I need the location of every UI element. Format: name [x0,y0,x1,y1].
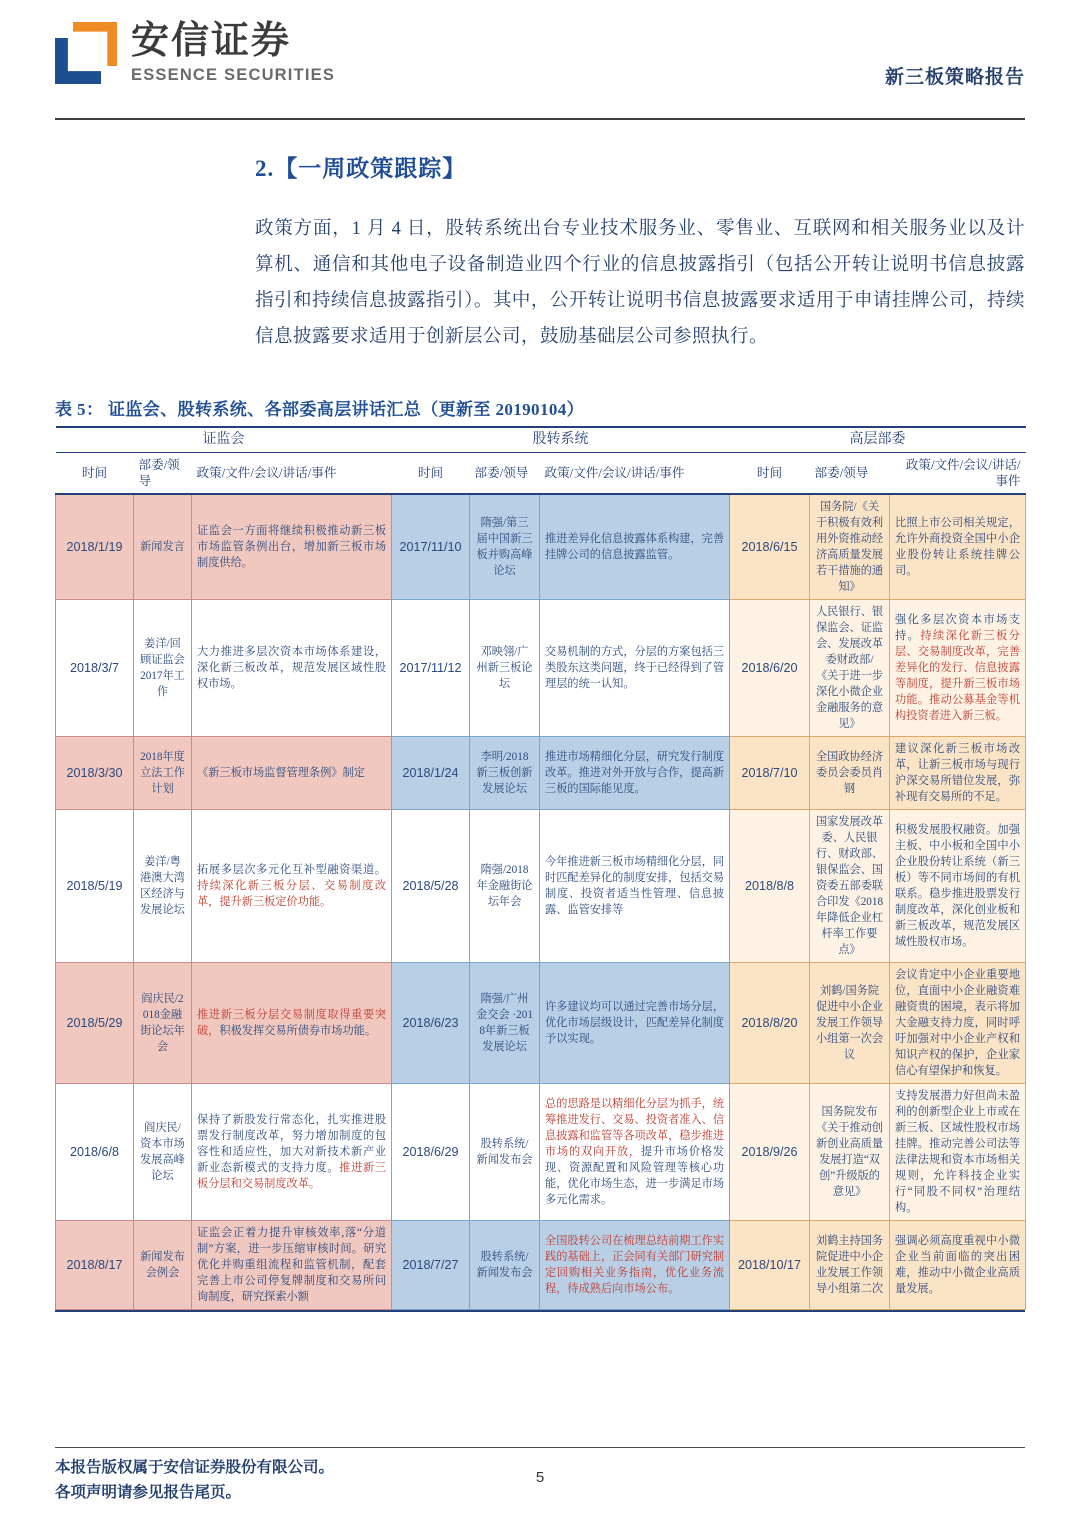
cell-event-neeq [540,494,730,600]
company-logo [55,0,335,84]
brand-name-en: ESSENCE SECURITIES [131,66,336,85]
cell-org-ministries: 人民银行、银保监会、证监会、发展改革委财政部/《关于进一步深化小微企业金融服务的意见》 [810,600,890,737]
cell-org-csrc: 新闻发言 [134,494,192,600]
highlighted-text: 持续深化新三板分层、交易制度改革，完善差异化的发行、信息披露等制度，提升新三板市场功能。推动公募基金等机构投资者进入新三板。 [895,630,1021,722]
cell-org-neeq: 隋强/广州金交会 ·2018年新三板发展论坛 [470,963,540,1084]
cell-event-ministries [890,737,1026,810]
policy-summary-table [55,426,1026,1310]
cell-org-neeq: 李明/2018新三板创新发展论坛 [470,737,540,810]
cell-org-csrc: 阎庆民/2018金融街论坛年会 [134,963,192,1084]
cell-event-neeq [540,963,730,1084]
table-bottom-rule [55,1310,1025,1312]
body-text: 证监会正着力提升审核效率,落“分道制”方案，进一步压缩审核时间。研究优化并购重组流程和监管机制，配套完善上市公司停复牌制度和交易所问询制度，研究探索小额 [197,1227,387,1303]
body-text: 强调必须高度重视中小微企业当前面临的突出困难，推动中小微企业高质量发展。 [895,1235,1021,1295]
cell-org-csrc: 姜洋/粤港澳大湾区经济与发展论坛 [134,810,192,963]
copyright-line: 本报告版权属于安信证券股份有限公司。 [55,1459,335,1476]
cell-event-csrc [192,600,392,737]
cell-org-neeq: 隋强/第三届中国新三板并购高峰论坛 [470,494,540,600]
body-text: 《新三板市场监督管理条例》制定 [197,767,365,779]
body-text: 拓展多层次多元化互补型融资渠道。 [197,864,387,876]
cell-event-ministries [890,1084,1026,1221]
cell-event-ministries [890,1221,1026,1310]
section-paragraph: 政策方面，1 月 4 日，股转系统出台专业技术服务业、零售业、互联网和相关服务业以及计算机、通信和其他电子设备制造业四个行业的信息披露指引（包括公开转让说明书信息披露指引和持续信息披露指引）。其中，公开转让说明书信息披露要求适用于申请挂牌公司，持续信息披露要求适用于创新层公司，鼓励基础层公司参照执行。 [255,219,1025,347]
cell-event-csrc [192,810,392,963]
body-text: 建议深化新三板市场改革，让新三板市场与现行沪深交易所错位发展，弥补现有交易所的不足。 [895,743,1021,803]
cell-date-ministries: 2018/8/20 [730,963,810,1084]
table-row [56,963,1026,1084]
table-row [56,810,1026,963]
cell-org-csrc: 新闻发布会例会 [134,1221,192,1310]
col-event-ministries: 政策/文件/会议/讲话/事件 [890,453,1026,495]
body-text: 推进差异化信息披露体系构建，完善挂牌公司的信息披露监管。 [545,533,725,561]
body-text: 提升市场价格发现、资源配置和风险管理等核心功能，优化市场生态，进一步满足市场多元化需求。 [545,1146,725,1206]
cell-event-neeq [540,600,730,737]
cell-event-csrc [192,1084,392,1221]
cell-date-neeq: 2017/11/12 [392,600,470,737]
brand-name-cn: 安信证券 [131,20,292,63]
cell-org-csrc: 阎庆民/资本市场发展高峰论坛 [134,1084,192,1221]
cell-event-neeq [540,1084,730,1221]
section-title: 2.【一周政策跟踪】 [255,156,467,181]
table-caption: 表 5： 证监会、股转系统、各部委高层讲话汇总（更新至 20190104） [55,400,585,419]
col-time-ministries: 时间 [730,453,810,495]
body-text: 积极发挥交易所债券市场功能。 [219,1025,377,1037]
highlighted-text: 全国股转公司在梳理总结前期工作实践的基础上，正会同有关部门研究制定回购相关业务指南，优化业务流程，待成熟后向市场公布。 [545,1235,725,1295]
cell-event-ministries [890,963,1026,1084]
disclaimer-line: 各项声明请参见报告尾页。 [55,1484,242,1501]
body-text: 交易机制的方式，分层的方案包括三类股东这类问题，终于已经得到了管理层的统一认知。 [545,646,725,690]
cell-org-csrc: 姜洋/回顾证监会2017年工作 [134,600,192,737]
body-text: 会议肯定中小企业重要地位，直面中小企业融资难融资贵的困境，表示将加大金融支持力度，同时呼吁加强对中小企业产权和知识产权的保护，企业家信心有望保护和恢复。 [895,969,1021,1077]
highlighted-text: 总的思路是以精细化分层为抓手，统筹推进发行、交易、投资者准入、信息披露和监管等各项改革，稳步推进市场的双向开放， [545,1098,725,1158]
body-text: 积极发展股权融资。加强主板、中小板和全国中小企业股份转让系统（新三板）等不同市场间的有机联系。稳步推进股票发行制度改革，深化创业板和新三板改革，规范发展区域性股权市场。 [895,824,1021,948]
cell-org-ministries: 刘鹤/国务院促进中小企业发展工作领导小组第一次会议 [810,963,890,1084]
cell-event-neeq [540,737,730,810]
cell-date-neeq: 2017/11/10 [392,494,470,600]
cell-org-ministries: 国家发展改革委、人民银行、财政部、银保监会、国资委五部委联合印发《2018 年降低企业杠杆率工作要点》 [810,810,890,963]
report-type-label: 新三板策略报告 [884,67,1025,88]
group-header-neeq: 股转系统 [392,427,730,453]
cell-org-ministries: 国务院/《关于积极有效利用外资推动经济高质量发展若干措施的通知》 [810,494,890,600]
page-header [55,0,1025,118]
cell-org-neeq: 邓映翎/广州新三板论坛 [470,600,540,737]
group-header-csrc: 证监会 [56,427,392,453]
essence-logo-icon [55,22,117,84]
cell-org-ministries: 全国政协经济委员会委员肖钢 [810,737,890,810]
cell-date-csrc: 2018/6/8 [56,1084,134,1221]
table-group-header-row [56,427,1026,453]
body-text: 强化多层次资本市场支持。 [895,614,1021,642]
cell-event-ministries [890,600,1026,737]
cell-event-ministries [890,810,1026,963]
body-text: 今年推进新三板市场精细化分层，同时匹配差异化的制度安排，包括交易制度、投资者适当性管理、信息披露、监管安排等 [545,856,725,916]
cell-org-ministries: 刘鹤主持国务院促进中小企业发展工作领导小组第二次 [810,1221,890,1310]
body-text: 保持了新股发行常态化，扎实推进股票发行制度改革，努力增加制度的包容性和适应性，加大对新技术新产业新业态新模式的支持力度。 [197,1114,387,1174]
body-text: 证监会一方面将继续积极推动新三板市场监管条例出台，增加新三板市场制度供给。 [197,525,387,569]
cell-date-ministries: 2018/6/20 [730,600,810,737]
cell-event-csrc [192,1221,392,1310]
cell-date-csrc: 2018/1/19 [56,494,134,600]
cell-org-neeq: 隋强/2018年金融街论坛年会 [470,810,540,963]
table-row [56,600,1026,737]
highlighted-text: 推进新三板分层和交易制度改革。 [197,1162,386,1190]
col-org-neeq: 部委/领导 [470,453,540,495]
body-text: 许多建议均可以通过完善市场分层，优化市场层级设计，匹配差异化制度予以实现。 [545,1001,725,1045]
col-org-ministries: 部委/领导 [810,453,890,495]
cell-event-neeq [540,1221,730,1310]
cell-date-neeq: 2018/6/23 [392,963,470,1084]
footer-divider [55,1447,1025,1448]
cell-date-csrc: 2018/3/7 [56,600,134,737]
highlighted-text: 持续深化新三板分层、交易制度改革，提升新三板定价功能。 [197,880,387,908]
group-header-ministries: 高层部委 [730,427,1026,453]
cell-date-ministries: 2018/6/15 [730,494,810,600]
cell-date-neeq: 2018/7/27 [392,1221,470,1310]
cell-date-csrc: 2018/3/30 [56,737,134,810]
col-org-csrc: 部委/领导 [134,453,192,495]
cell-org-csrc: 2018年度立法工作计划 [134,737,192,810]
cell-date-neeq: 2018/5/28 [392,810,470,963]
col-time-csrc: 时间 [56,453,134,495]
table-row [56,737,1026,810]
table-column-header-row [56,453,1026,495]
header-divider [55,118,1025,120]
cell-date-ministries: 2018/10/17 [730,1221,810,1310]
cell-event-csrc [192,963,392,1084]
cell-date-csrc: 2018/8/17 [56,1221,134,1310]
table-row [56,1221,1026,1310]
cell-event-ministries [890,494,1026,600]
body-text: 推进市场精细化分层，研究发行制度改革。推进对外开放与合作，提高新三板的国际能见度。 [545,751,725,795]
cell-event-neeq [540,810,730,963]
cell-org-ministries: 国务院发布《关于推动创新创业高质量发展打造“双创”升级版的意见》 [810,1084,890,1221]
highlighted-text: 推进新三板分层交易制度取得重要突破， [197,1009,387,1037]
cell-date-neeq: 2018/1/24 [392,737,470,810]
cell-date-csrc: 2018/5/19 [56,810,134,963]
cell-date-csrc: 2018/5/29 [56,963,134,1084]
col-time-neeq: 时间 [392,453,470,495]
page-footer [55,1447,1025,1505]
table-row [56,494,1026,600]
cell-org-neeq: 股转系统/新闻发布会 [470,1084,540,1221]
col-event-neeq: 政策/文件/会议/讲话/事件 [540,453,730,495]
cell-event-csrc [192,494,392,600]
table-row [56,1084,1026,1221]
body-text: 支持发展潜力好但尚未盈利的创新型企业上市或在新三板、区域性股权市场挂牌。推动完善公司法等法律法规和资本市场相关规则，允许科技企业实行“同股不同权”治理结构。 [895,1090,1021,1214]
page-number: 5 [535,1469,545,1486]
body-text: 比照上市公司相关规定，允许外商投资全国中小企业股份转让系统挂牌公司。 [895,517,1021,577]
cell-date-ministries: 2018/7/10 [730,737,810,810]
table-body [56,494,1026,1310]
cell-event-csrc [192,737,392,810]
body-text: 大力推进多层次资本市场体系建设，深化新三板改革，规范发展区域性股权市场。 [197,646,387,690]
cell-org-neeq: 股转系统/新闻发布会 [470,1221,540,1310]
cell-date-ministries: 2018/9/26 [730,1084,810,1221]
cell-date-ministries: 2018/8/8 [730,810,810,963]
cell-date-neeq: 2018/6/29 [392,1084,470,1221]
col-event-csrc: 政策/文件/会议/讲话/事件 [192,453,392,495]
